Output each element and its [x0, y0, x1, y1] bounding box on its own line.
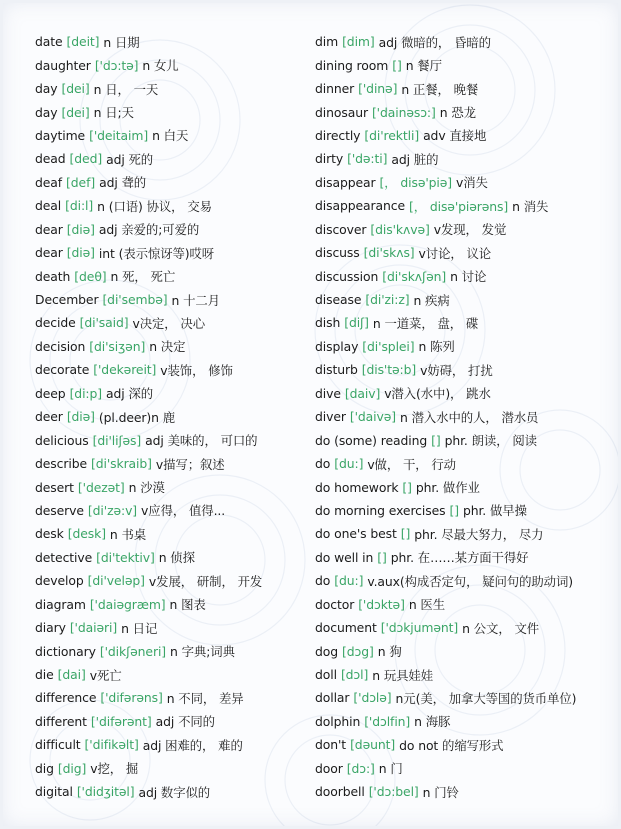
entry-definition: n 女儿: [142, 58, 179, 74]
entry-phonetic: ['dɔ:bel]: [368, 784, 419, 800]
word-entry: [35, 499, 303, 522]
entry-word: detective: [35, 549, 93, 565]
entry-phonetic: [di:p]: [69, 385, 102, 401]
entry-phonetic: [dɔg]: [342, 643, 374, 659]
entry-definition: v挖， 掘: [90, 761, 139, 777]
entry-phonetic: [diə]: [66, 409, 95, 425]
entry-phonetic: [di'skʌs]: [363, 245, 415, 261]
entry-word: do well in: [315, 549, 374, 565]
entry-word: do morning exercises: [315, 502, 446, 518]
entry-word: dictionary: [35, 643, 96, 659]
word-entry: [35, 335, 303, 358]
entry-definition: adj 深的: [106, 386, 154, 402]
left-word-column: [35, 30, 303, 803]
entry-phonetic: [di'siʒən]: [89, 338, 146, 354]
entry-definition: n 决定: [149, 339, 186, 355]
entry-word: deer: [35, 409, 63, 425]
entry-word: dead: [35, 151, 66, 167]
entry-phonetic: [def]: [66, 174, 96, 190]
word-entry: [35, 77, 303, 100]
entry-word: deserve: [35, 502, 84, 518]
entry-phonetic: [di'splei]: [362, 338, 415, 354]
entry-word: deep: [35, 385, 66, 401]
word-entry: [315, 499, 611, 522]
entry-word: dinner: [315, 81, 355, 97]
word-entry: [35, 452, 303, 475]
entry-phonetic: [di'liʃəs]: [92, 432, 142, 448]
entry-phonetic: [diə]: [66, 221, 95, 237]
entry-definition: n 门铃: [422, 784, 459, 800]
word-entry: [35, 522, 303, 545]
word-entry: [315, 30, 611, 53]
entry-word: dear: [35, 221, 63, 237]
entry-phonetic: [desk]: [67, 526, 106, 542]
entry-word: document: [315, 620, 377, 636]
entry-definition: phr. 朗读， 阅读: [444, 433, 537, 449]
entry-phonetic: ['dainəsɔ:]: [371, 104, 436, 120]
entry-word: daytime: [35, 127, 86, 143]
entry-word: dive: [315, 385, 341, 401]
word-entry: [315, 522, 611, 545]
word-entry: [315, 147, 611, 170]
entry-definition: adj 数字似的: [138, 784, 211, 800]
entry-definition: v潜入(水中)， 跳水: [384, 386, 491, 402]
entry-definition: int (表示惊讶等)哎呀: [98, 245, 215, 261]
word-entry: [35, 569, 303, 592]
entry-definition: n 狗: [377, 644, 402, 660]
word-entry: [315, 100, 611, 123]
entry-word: diagram: [35, 596, 86, 612]
word-entry: [35, 30, 303, 53]
word-entry: [35, 428, 303, 451]
word-entry: [315, 686, 611, 709]
word-entry: [315, 171, 611, 194]
entry-phonetic: [deθ]: [74, 268, 107, 284]
entry-phonetic: [diə]: [66, 245, 95, 261]
entry-definition: n 公文， 文件: [462, 620, 540, 636]
word-entry: [35, 686, 303, 709]
entry-word: don't: [315, 737, 347, 753]
entry-phonetic: ['deitaim]: [89, 127, 149, 143]
word-entry: [315, 452, 611, 475]
entry-definition: n 餐厅: [405, 58, 442, 74]
word-entry: [315, 639, 611, 662]
entry-phonetic: [di'veləp]: [87, 573, 145, 589]
entry-definition: n 书桌: [109, 526, 147, 542]
entry-definition: adj 亲爱的;可爱的: [98, 222, 200, 238]
entry-word: dollar: [315, 690, 350, 706]
entry-definition: n 陈列: [418, 339, 455, 355]
entry-word: decide: [35, 315, 76, 331]
word-entry: [315, 663, 611, 686]
entry-definition: n 日;天: [93, 105, 134, 121]
entry-word: disease: [315, 292, 362, 308]
entry-phonetic: []: [377, 549, 387, 565]
entry-phonetic: [dis'tə:b]: [361, 362, 417, 378]
entry-word: do: [315, 456, 331, 472]
entry-word: difficult: [35, 737, 81, 753]
entry-phonetic: [dɔ:]: [346, 760, 375, 776]
entry-word: delicious: [35, 432, 89, 448]
entry-word: die: [35, 667, 54, 683]
entry-word: discuss: [315, 245, 360, 261]
word-entry: [35, 780, 303, 803]
entry-word: day: [35, 81, 58, 97]
entry-word: dish: [315, 315, 341, 331]
word-entry: [35, 288, 303, 311]
entry-word: do homework: [315, 479, 399, 495]
entry-phonetic: []: [449, 502, 459, 518]
word-entry: [35, 382, 303, 405]
entry-phonetic: ['dɔlə]: [353, 690, 392, 706]
entry-phonetic: [diʃ]: [344, 315, 369, 331]
entry-word: doctor: [315, 596, 355, 612]
entry-word: different: [35, 713, 87, 729]
word-entry: [35, 53, 303, 76]
entry-word: door: [315, 760, 343, 776]
entry-definition: do not 的缩写形式: [399, 737, 504, 753]
entry-phonetic: []: [402, 479, 412, 495]
entry-word: diary: [35, 620, 66, 636]
entry-phonetic: ['difərənt]: [90, 713, 152, 729]
entry-phonetic: [dəunt]: [350, 737, 396, 753]
word-entry: [315, 710, 611, 733]
entry-definition: phr. 做早操: [462, 503, 527, 519]
entry-definition: v.aux(构成否定句， 疑问句的助动词): [367, 573, 573, 589]
entry-word: dolphin: [315, 713, 361, 729]
entry-word: doorbell: [315, 784, 365, 800]
entry-phonetic: [dai]: [57, 667, 86, 683]
entry-word: discover: [315, 221, 367, 237]
entry-word: develop: [35, 573, 84, 589]
entry-word: disappearance: [315, 198, 405, 214]
entry-word: disappear: [315, 174, 376, 190]
entry-phonetic: [dɔl]: [340, 667, 369, 683]
entry-word: digital: [35, 784, 73, 800]
entry-phonetic: [deit]: [66, 34, 100, 50]
entry-definition: v消失: [456, 175, 488, 191]
word-entry: [315, 264, 611, 287]
entry-word: do: [315, 573, 331, 589]
word-entry: [315, 124, 611, 147]
word-entry: [315, 311, 611, 334]
word-entry: [35, 218, 303, 241]
entry-phonetic: ['dɔktə]: [358, 596, 405, 612]
entry-definition: v决定， 决心: [132, 315, 206, 331]
entry-word: death: [35, 268, 71, 284]
entry-word: describe: [35, 456, 87, 472]
word-entry: [35, 663, 303, 686]
entry-word: date: [35, 34, 63, 50]
entry-phonetic: []: [431, 432, 441, 448]
entry-phonetic: [ded]: [69, 151, 103, 167]
entry-phonetic: ['dekəreit]: [93, 362, 157, 378]
entry-word: disturb: [315, 362, 358, 378]
entry-definition: n元(美， 加拿大等国的货币单位): [395, 690, 577, 706]
entry-definition: v讨论， 议论: [418, 245, 492, 261]
entry-definition: n 潜入水中的人， 潜水员: [400, 409, 539, 425]
entry-word: dear: [35, 245, 63, 261]
entry-phonetic: ['daivə]: [349, 409, 396, 425]
word-entry: [35, 405, 303, 428]
entry-definition: n 日记: [121, 620, 158, 636]
word-entry: [315, 428, 611, 451]
entry-word: dig: [35, 760, 54, 776]
word-entry: [315, 780, 611, 803]
entry-definition: n 字典;词典: [170, 644, 235, 660]
word-entry: [315, 475, 611, 498]
word-entry: [315, 546, 611, 569]
entry-word: difference: [35, 690, 97, 706]
entry-word: dining room: [315, 57, 389, 73]
entry-word: diver: [315, 409, 346, 425]
entry-definition: n 日期: [103, 34, 140, 50]
word-entry: [315, 616, 611, 639]
entry-word: directly: [315, 127, 361, 143]
word-entry: [35, 710, 303, 733]
entry-definition: v应得， 值得...: [141, 503, 226, 519]
word-entry: [35, 616, 303, 639]
word-entry: [315, 382, 611, 405]
word-entry: [315, 405, 611, 428]
entry-phonetic: ['didʒitəl]: [76, 784, 135, 800]
entry-definition: n 十二月: [171, 292, 220, 308]
entry-word: doll: [315, 667, 337, 683]
entry-definition: phr. 尽最大努力， 尽力: [414, 526, 544, 542]
word-entry: [35, 475, 303, 498]
entry-definition: v装饰， 修饰: [160, 362, 233, 378]
entry-definition: n 白天: [152, 128, 189, 144]
word-entry: [315, 335, 611, 358]
entry-word: day: [35, 104, 58, 120]
entry-word: desert: [35, 479, 74, 495]
entry-definition: v做， 干， 行动: [367, 456, 456, 472]
word-entry: [315, 733, 611, 756]
entry-definition: adj 死的: [106, 151, 154, 167]
entry-word: dinosaur: [315, 104, 368, 120]
entry-word: dog: [315, 643, 339, 659]
entry-definition: n 门: [378, 761, 403, 777]
word-entry: [35, 100, 303, 123]
word-entry: [315, 569, 611, 592]
entry-phonetic: [dig]: [57, 760, 87, 776]
entry-definition: adj 美味的， 可口的: [145, 433, 258, 449]
entry-word: dirty: [315, 151, 344, 167]
entry-phonetic: ['daiəri]: [69, 620, 118, 636]
entry-phonetic: ['dɔ:tə]: [94, 57, 139, 73]
entry-phonetic: ['difikəlt]: [84, 737, 139, 753]
entry-phonetic: [dei]: [61, 104, 90, 120]
entry-definition: n 海豚: [414, 714, 451, 730]
entry-definition: n (口语) 协议， 交易: [97, 198, 212, 214]
entry-definition: adj 微暗的， 昏暗的: [378, 34, 491, 50]
entry-phonetic: ['dikʃəneri]: [99, 643, 167, 659]
entry-definition: v死亡: [89, 667, 122, 683]
word-entry: [315, 53, 611, 76]
entry-definition: n 一道菜， 盘， 碟: [372, 315, 479, 331]
entry-phonetic: [di:l]: [65, 198, 94, 214]
word-entry: [35, 171, 303, 194]
word-entry: [315, 358, 611, 381]
entry-definition: phr. 做作业: [415, 480, 480, 496]
entry-definition: n 正餐， 晚餐: [401, 81, 479, 97]
entry-word: dim: [315, 34, 339, 50]
entry-definition: n 侦探: [158, 550, 195, 566]
entry-definition: v发现， 发觉: [433, 222, 507, 238]
entry-phonetic: [du:]: [334, 573, 364, 589]
word-entry: [315, 194, 611, 217]
entry-phonetic: [， disə'piərəns]: [408, 198, 509, 214]
entry-word: display: [315, 338, 359, 354]
entry-word: December: [35, 292, 99, 308]
entry-phonetic: [di'zi:z]: [365, 292, 410, 308]
entry-definition: n 医生: [408, 597, 445, 613]
entry-definition: n 疾病: [413, 292, 450, 308]
entry-definition: n 死， 死亡: [110, 269, 176, 285]
entry-phonetic: ['difərəns]: [100, 690, 163, 706]
entry-phonetic: ['dɔkjumənt]: [380, 620, 459, 636]
entry-definition: adj 困难的， 难的: [142, 737, 243, 753]
entry-definition: n 消失: [512, 198, 549, 214]
entry-phonetic: [di'rektli]: [364, 127, 420, 143]
entry-phonetic: ['daiəgræm]: [89, 596, 166, 612]
entry-definition: n 图表: [169, 597, 206, 613]
entry-word: deal: [35, 198, 62, 214]
entry-definition: n 玩具娃娃: [372, 667, 433, 683]
word-entry: [315, 593, 611, 616]
word-entry: [35, 264, 303, 287]
entry-phonetic: ['də:ti]: [347, 151, 388, 167]
entry-phonetic: []: [392, 57, 402, 73]
word-entry: [35, 147, 303, 170]
entry-phonetic: [di'said]: [79, 315, 129, 331]
entry-phonetic: [di'sembə]: [102, 292, 168, 308]
entry-definition: adv 直接地: [423, 128, 487, 144]
entry-phonetic: [du:]: [334, 456, 364, 472]
word-entry: [35, 546, 303, 569]
entry-phonetic: [， disə'piə]: [379, 175, 453, 191]
entry-phonetic: ['dɔlfin]: [364, 713, 411, 729]
entry-phonetic: [di'skʌʃən]: [382, 268, 447, 284]
entry-phonetic: [di'tektiv]: [96, 549, 155, 565]
word-entry: [35, 358, 303, 381]
word-entry: [35, 733, 303, 756]
entry-phonetic: [dei]: [61, 81, 90, 97]
word-entry: [35, 639, 303, 662]
entry-definition: adj 不同的: [155, 714, 215, 730]
word-entry: [35, 194, 303, 217]
word-entry: [35, 241, 303, 264]
entry-phonetic: [daiv]: [344, 385, 381, 401]
entry-definition: n 不同， 差异: [166, 690, 244, 706]
entry-definition: v发展， 研制， 开发: [148, 573, 263, 589]
word-entry: [315, 288, 611, 311]
entry-word: do one's best: [315, 526, 397, 542]
entry-definition: n 沙漠: [128, 480, 165, 496]
entry-word: daughter: [35, 57, 91, 73]
entry-definition: v描写；叙述: [155, 456, 225, 472]
entry-definition: adj 聋的: [99, 175, 147, 191]
entry-word: discussion: [315, 268, 379, 284]
word-entry: [315, 757, 611, 780]
entry-definition: adj 脏的: [391, 151, 439, 167]
word-entry: [35, 124, 303, 147]
entry-word: do (some) reading: [315, 432, 428, 448]
entry-definition: n 恐龙: [439, 105, 476, 121]
entry-phonetic: [dis'kʌvə]: [370, 221, 430, 237]
word-entry: [315, 77, 611, 100]
entry-definition: n 日， 一天: [93, 81, 159, 97]
entry-phonetic: [dim]: [342, 34, 375, 50]
entry-word: decision: [35, 338, 86, 354]
entry-word: decorate: [35, 362, 90, 378]
word-entry: [35, 593, 303, 616]
word-entry: [35, 757, 303, 780]
entry-definition: (pl.deer)n 鹿: [98, 409, 176, 425]
entry-phonetic: [di'zə:v]: [87, 502, 138, 518]
entry-phonetic: [di'skraib]: [90, 456, 152, 472]
entry-definition: n 讨论: [450, 269, 487, 285]
right-word-column: [315, 30, 611, 803]
entry-word: desk: [35, 526, 64, 542]
word-entry: [315, 241, 611, 264]
entry-phonetic: ['dinə]: [358, 81, 398, 97]
entry-word: deaf: [35, 174, 63, 190]
entry-phonetic: []: [400, 526, 411, 542]
entry-phonetic: ['dezət]: [77, 479, 125, 495]
entry-definition: v妨碍， 打扰: [420, 362, 493, 378]
entry-definition: phr. 在……某方面干得好: [390, 550, 529, 566]
word-entry: [35, 311, 303, 334]
word-entry: [315, 218, 611, 241]
